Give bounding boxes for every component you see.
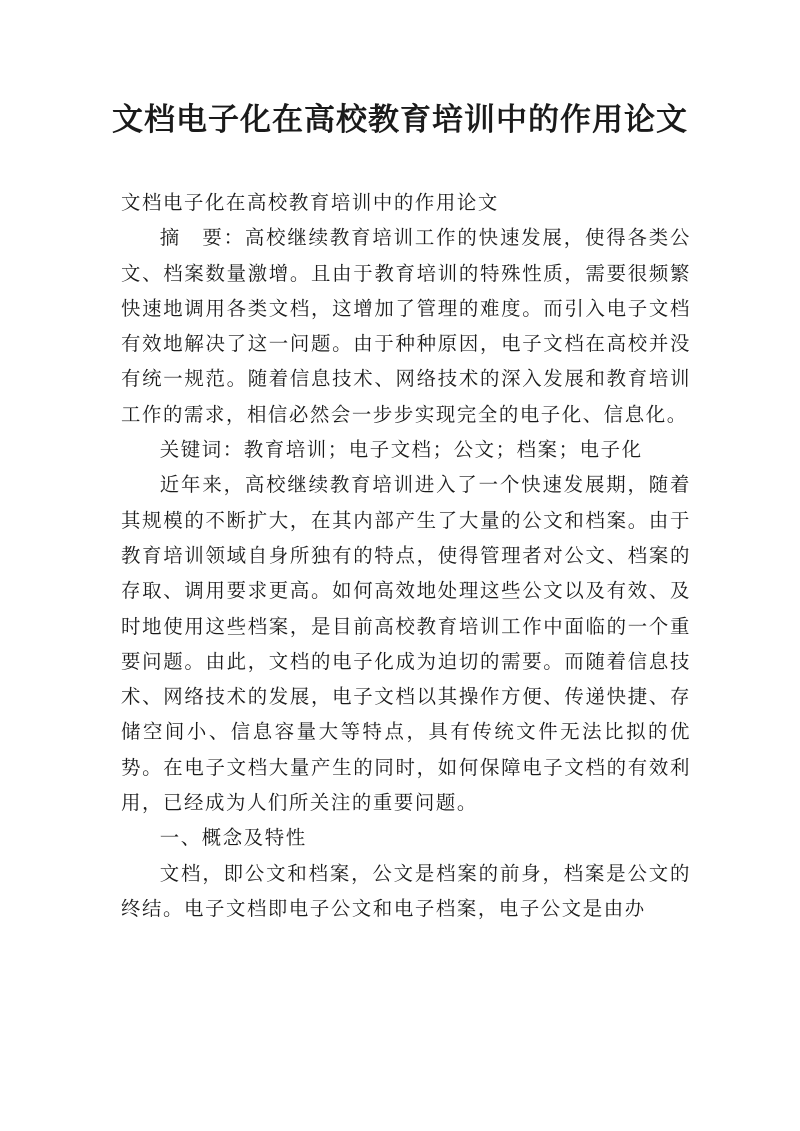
keywords-line: 关键词：教育培训；电子文档；公文；档案；电子化 bbox=[159, 438, 643, 462]
section-paragraph: 文档，即公文和档案，公文是档案的前身，档案是公文的终结。电子文档即电子公文和电子档案，电子公文是由办 bbox=[121, 861, 691, 920]
section-heading: 一、概念及特性 bbox=[159, 826, 307, 850]
subtitle-line: 文档电子化在高校教育培训中的作用论文 bbox=[121, 191, 499, 214]
intro-paragraph: 近年来，高校继续教育培训进入了一个快速发展期，随着其规模的不断扩大，在其内部产生了大量的公文和档案。由于教育培训领域自身所独有的特点，使得管理者对公文、档案的存取、调用要求更高。如何高效地处理这些公文以及有效、及时地使用这些档案，是目前高校教育培训工作中面临的一个重要问题。由此，文档的电子化成为迫切的需要。而随着信息技术、网络技术的发展，电子文档以其操作方便、传递快捷、存储空间小、信息容量大等特点，具有传统文件无法比拟的优势。在电子文档大量产生的同时，如何保障电子文档的有效利用，已经成为人们所关注的重要问题。 bbox=[121, 473, 691, 815]
document-body bbox=[121, 185, 691, 926]
page-title: 文档电子化在高校教育培训中的作用论文 bbox=[112, 102, 688, 138]
abstract-paragraph: 摘 要：高校继续教育培训工作的快速发展，使得各类公文、档案数量激增。且由于教育培训的特殊性质，需要很频繁快速地调用各类文档，这增加了管理的难度。而引入电子文档有效地解决了这一问题。由于种种原因，电子文档在高校并没有统一规范。随着信息技术、网络技术的深入发展和教育培训工作的需求，相信必然会一步步实现完全的电子化、信息化。 bbox=[121, 226, 691, 426]
